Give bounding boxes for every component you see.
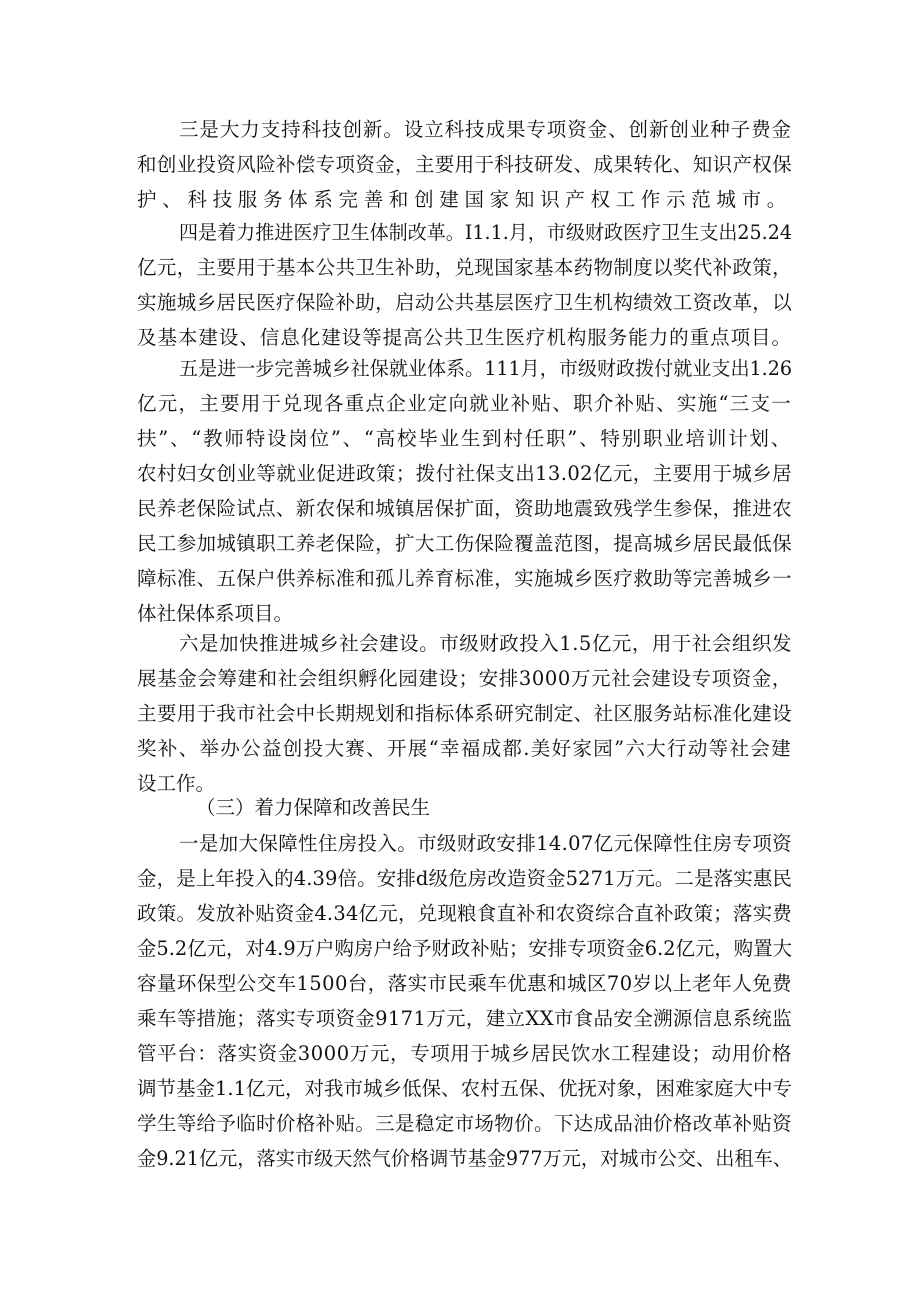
text-line: 实施城乡居民医疗保险补助，启动公共基层医疗卫生机构绩效工资改革，以	[137, 291, 792, 314]
text-line: 和创业投资风险补偿专项资金，主要用于科技研发、成果转化、知识产权保	[137, 153, 792, 176]
paragraph-medical-reform	[137, 215, 792, 355]
text-line: 民工参加城镇职工养老保险，扩大工伤保险覆盖范图，提高城乡居民最低保	[137, 532, 792, 555]
paragraph-housing-livelihood	[137, 826, 792, 1176]
text-line: 金9.21亿元，落实市级天然气价格调节基金977万元，对城市公交、出租车、	[137, 1147, 792, 1170]
text-line: 农村妇女创业等就业促进政策；拨付社保支出13.02亿元，主要用于城乡居	[137, 462, 792, 485]
section-heading: （三）着力保障和改善民生	[196, 796, 431, 819]
text-line: 调节基金1.1亿元，对我市城乡低保、农村五保、优抚对象，困难家庭大中专	[137, 1077, 792, 1100]
text-line: 亿元，主要用于兑现各重点企业定向就业补贴、职介补贴、实施“三支一	[137, 392, 792, 415]
text-line: 四是着力推进医疗卫生体制改革。I1.1.月，市级财政医疗卫生支出25.24	[179, 221, 792, 244]
text-line: 民养老保险试点、新农保和城镇居保扩面，资助地震致残学生参保，推进农	[137, 497, 792, 520]
text-line: 一是加大保障性住房投入。市级财政安排14.07亿元保障性住房专项资	[179, 832, 792, 855]
text-line: 体社保体系项目。	[137, 602, 294, 625]
text-line: 障标准、五保户供养标准和孤儿养育标准，实施城乡医疗救助等完善城乡一	[137, 567, 792, 590]
text-line: 设工作。	[137, 772, 216, 795]
paragraph-social-security	[137, 351, 792, 631]
text-line: 亿元，主要用于基本公共卫生补助，兑现国家基本药物制度以奖代补政策，	[137, 256, 792, 279]
paragraph-social-construction	[137, 626, 792, 801]
text-line: 乘车等措施；落实专项资金9171万元，建立XX市食品安全溯源信息系统监	[137, 1007, 792, 1030]
text-line: 金5.2亿元，对4.9万户购房户给予财政补贴；安排专项资金6.2亿元，购置大	[137, 937, 792, 960]
text-line: 主要用于我市社会中长期规划和指标体系研究制定、社区服务站标准化建设	[137, 702, 792, 725]
text-line: 奖补、举办公益创投大赛、开展“幸福成都.美好家园”六大行动等社会建	[137, 737, 792, 760]
text-line: 学生等给予临时价格补贴。三是稳定市场物价。下达成品油价格改革补贴资	[137, 1112, 792, 1135]
text-line: 三是大力支持科技创新。设立科技成果专项资金、创新创业种子费金	[179, 118, 792, 141]
text-line: 金，是上年投入的4.39倍。安排d级危房改造资金5271万元。二是落实惠民	[137, 867, 792, 890]
text-line: 容量环保型公交车1500台，落实市民乘车优惠和城区70岁以上老年人免费	[137, 972, 792, 995]
text-line: 及基本建设、信息化建设等提高公共卫生医疗机构服务能力的重点项目。	[137, 326, 792, 349]
text-line: 六是加快推进城乡社会建设。市级财政投入1.5亿元，用于社会组织发	[179, 632, 792, 655]
text-line: 管平台：落实资金3000万元，专项用于城乡居民饮水工程建设；动用价格	[137, 1042, 792, 1065]
text-line: 展基金会筹建和社会组织孵化园建设；安排3000万元社会建设专项资金，	[137, 667, 792, 690]
text-line: 护、科技服务体系完善和创建国家知识产权工作示范城市。	[137, 188, 792, 211]
paragraph-science-innovation	[137, 112, 792, 217]
text-line: 五是进一步完善城乡社保就业体系。111月，市级财政拨付就业支出1.26	[179, 357, 792, 380]
text-line: 政策。发放补贴资金4.34亿元，兑现粮食直补和农资综合直补政策；落实费	[137, 902, 792, 925]
text-line: 扶”、“教师特设岗位”、“高校毕业生到村任职”、特别职业培训计划、	[137, 427, 792, 450]
